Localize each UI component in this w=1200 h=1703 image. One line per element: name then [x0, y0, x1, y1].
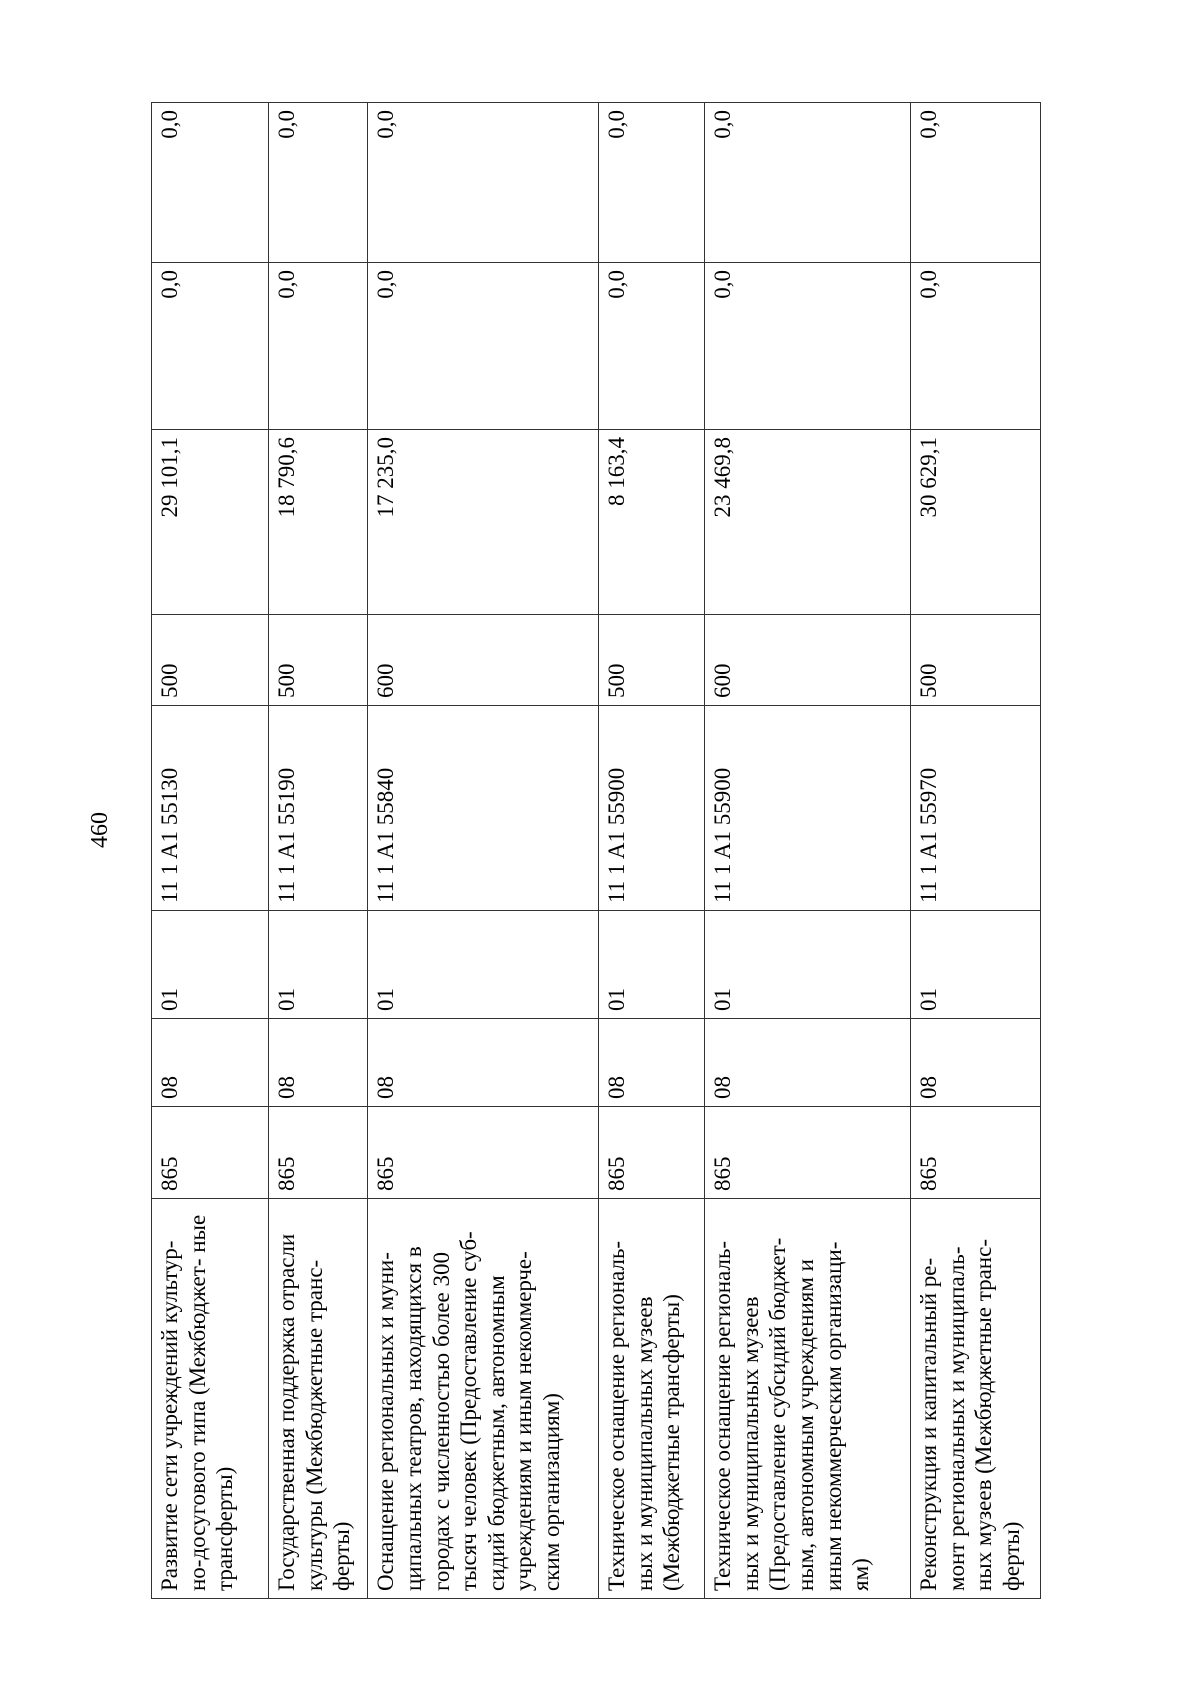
amount-1-cell: 18 790,6: [268, 430, 367, 615]
amount-2-cell: 0,0: [705, 263, 911, 430]
grbs-cell: 865: [268, 1107, 367, 1199]
table-row: [368, 103, 599, 1599]
amount-2-cell: 0,0: [911, 263, 1041, 430]
section-cell: 08: [705, 1019, 911, 1107]
amount-3-cell: 0,0: [268, 103, 367, 263]
target-article-cell: 11 1 A1 55900: [705, 706, 911, 911]
target-article-cell: 11 1 A1 55840: [368, 706, 599, 911]
budget-table: [151, 102, 1041, 1599]
grbs-cell: 865: [911, 1107, 1041, 1199]
table-row: [705, 103, 911, 1599]
subsection-cell: 01: [368, 911, 599, 1019]
subsection-cell: 01: [705, 911, 911, 1019]
section-cell: 08: [152, 1019, 269, 1107]
target-article-cell: 11 1 A1 55900: [599, 706, 705, 911]
table-row: [599, 103, 705, 1599]
amount-3-cell: 0,0: [705, 103, 911, 263]
expense-type-cell: 500: [268, 615, 367, 706]
amount-2-cell: 0,0: [599, 263, 705, 430]
subsection-cell: 01: [599, 911, 705, 1019]
amount-1-cell: 29 101,1: [152, 430, 269, 615]
amount-2-cell: 0,0: [152, 263, 269, 430]
amount-1-cell: 30 629,1: [911, 430, 1041, 615]
grbs-cell: 865: [705, 1107, 911, 1199]
row-name-cell: Развитие сети учреждений культур- но-досугового типа (Межбюджет- ные трансферты): [152, 1199, 269, 1599]
amount-3-cell: 0,0: [599, 103, 705, 263]
row-name-cell: Реконструкция и капитальный ре- монт региональных и муниципаль- ных музеев (Межбюджетные транс- ферты): [911, 1199, 1041, 1599]
target-article-cell: 11 1 A1 55130: [152, 706, 269, 911]
amount-3-cell: 0,0: [911, 103, 1041, 263]
subsection-cell: 01: [268, 911, 367, 1019]
expense-type-cell: 600: [705, 615, 911, 706]
row-name-cell: Техническое оснащение региональ- ных и муниципальных музеев (Предоставление субсидий бюджет- ным, автономным учреждениям и иным некоммерческим организаци- ям): [705, 1199, 911, 1599]
expense-type-cell: 600: [368, 615, 599, 706]
amount-2-cell: 0,0: [268, 263, 367, 430]
expense-type-cell: 500: [599, 615, 705, 706]
row-name-cell: Техническое оснащение региональ- ных и муниципальных музеев (Межбюджетные трансферты): [599, 1199, 705, 1599]
section-cell: 08: [911, 1019, 1041, 1107]
amount-3-cell: 0,0: [368, 103, 599, 263]
amount-2-cell: 0,0: [368, 263, 599, 430]
amount-3-cell: 0,0: [152, 103, 269, 263]
amount-1-cell: 17 235,0: [368, 430, 599, 615]
grbs-cell: 865: [599, 1107, 705, 1199]
expense-type-cell: 500: [152, 615, 269, 706]
section-cell: 08: [368, 1019, 599, 1107]
target-article-cell: 11 1 A1 55190: [268, 706, 367, 911]
amount-1-cell: 23 469,8: [705, 430, 911, 615]
section-cell: 08: [599, 1019, 705, 1107]
target-article-cell: 11 1 A1 55970: [911, 706, 1041, 911]
expense-type-cell: 500: [911, 615, 1041, 706]
section-cell: 08: [268, 1019, 367, 1107]
grbs-cell: 865: [152, 1107, 269, 1199]
table-row: [911, 103, 1041, 1599]
amount-1-cell: 8 163,4: [599, 430, 705, 615]
row-name-cell: Оснащение региональных и муни- ципальных театров, находящихся в городах с численностью более 300 тысяч человек (Предоставление суб- сидий бюджетным, автономным учреждениям и иным некоммерче- ским организациям): [368, 1199, 599, 1599]
grbs-cell: 865: [368, 1107, 599, 1199]
subsection-cell: 01: [911, 911, 1041, 1019]
row-name-cell: Государственная поддержка отрасли культуры (Межбюджетные транс- ферты): [268, 1199, 367, 1599]
subsection-cell: 01: [152, 911, 269, 1019]
table-row: [268, 103, 367, 1599]
table-row: [152, 103, 269, 1599]
page-number: 460: [87, 812, 113, 848]
